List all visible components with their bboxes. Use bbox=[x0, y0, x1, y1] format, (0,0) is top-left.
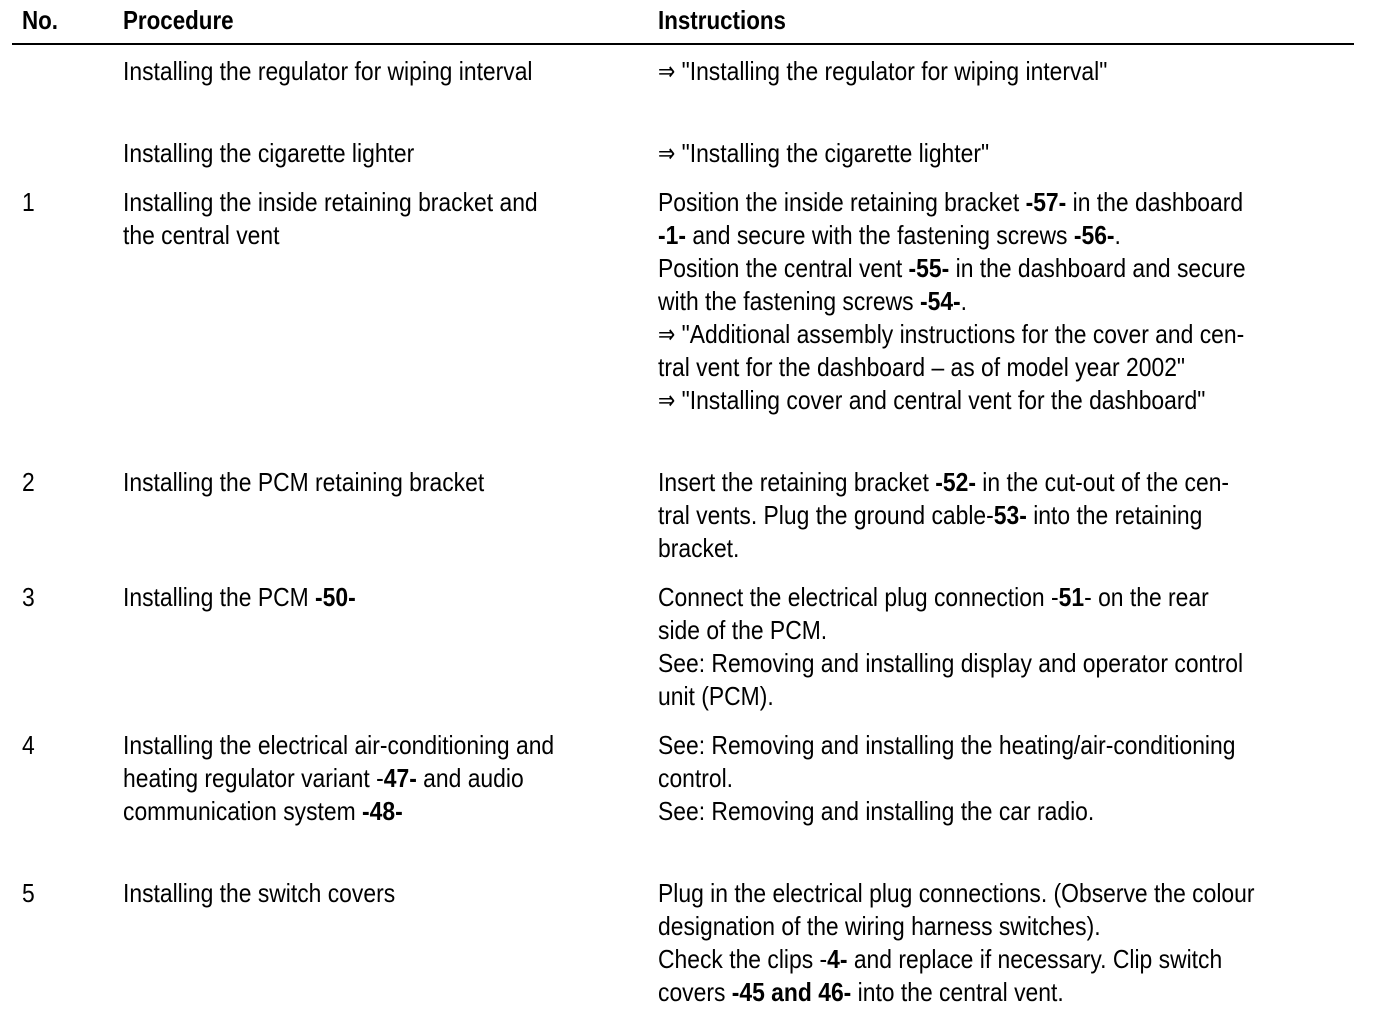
text-line: Installing the electrical air-conditioning and bbox=[123, 730, 555, 760]
procedure-cell bbox=[123, 55, 625, 88]
instructions-cell bbox=[658, 466, 1344, 565]
instructions-cell bbox=[658, 877, 1344, 1009]
text-line: -1- and secure with the fastening screws -56-. bbox=[658, 220, 1121, 250]
text-line: ⇒ "Installing cover and central vent for the dashboard" bbox=[658, 385, 1206, 415]
text-line: tral vent for the dashboard – as of model year 2002" bbox=[658, 352, 1186, 382]
header-divider bbox=[12, 43, 1354, 45]
step-number: 3 bbox=[22, 582, 35, 612]
text-line: control. bbox=[658, 763, 734, 793]
procedure-cell bbox=[123, 581, 625, 614]
instructions-cell bbox=[658, 581, 1344, 713]
text-line: side of the PCM. bbox=[658, 615, 828, 645]
text-line: unit (PCM). bbox=[658, 681, 774, 711]
text-line: Check the clips -4- and replace if necessary. Clip switch bbox=[658, 944, 1223, 974]
text-line: tral vents. Plug the ground cable-53- into the retaining bbox=[658, 500, 1203, 530]
text-line: See: Removing and installing the car radio. bbox=[658, 796, 1095, 826]
step-number: 4 bbox=[22, 730, 35, 760]
text-line: Installing the cigarette lighter bbox=[123, 138, 415, 168]
procedure-cell bbox=[123, 877, 625, 910]
instructions-cell bbox=[658, 137, 1344, 170]
text-line: ⇒ "Installing the cigarette lighter" bbox=[658, 138, 990, 168]
text-line: with the fastening screws -54-. bbox=[658, 286, 968, 316]
header-procedure: Procedure bbox=[123, 5, 234, 35]
text-line: Plug in the electrical plug connections. (Observe the colour bbox=[658, 878, 1255, 908]
text-line: Connect the electrical plug connection -51- on the rear bbox=[658, 582, 1209, 612]
text-line: covers -45 and 46- into the central vent. bbox=[658, 977, 1064, 1007]
text-line: Installing the PCM -50- bbox=[123, 582, 356, 612]
text-line: Insert the retaining bracket -52- in the cut-out of the cen- bbox=[658, 467, 1230, 497]
text-line: See: Removing and installing display and operator control bbox=[658, 648, 1244, 678]
text-line: Position the inside retaining bracket -57- in the dashboard bbox=[658, 187, 1244, 217]
text-line: designation of the wiring harness switches). bbox=[658, 911, 1101, 941]
text-line: ⇒ "Additional assembly instructions for the cover and cen- bbox=[658, 319, 1245, 349]
instructions-cell bbox=[658, 186, 1344, 417]
procedure-cell bbox=[123, 186, 625, 252]
header-instructions: Instructions bbox=[658, 5, 786, 35]
step-number: 1 bbox=[22, 187, 35, 217]
text-line: Installing the regulator for wiping interval bbox=[123, 56, 533, 86]
header-no: No. bbox=[22, 5, 59, 35]
text-line: Installing the switch covers bbox=[123, 878, 396, 908]
text-line: bracket. bbox=[658, 533, 740, 563]
text-line: Installing the PCM retaining bracket bbox=[123, 467, 485, 497]
text-line: ⇒ "Installing the regulator for wiping interval" bbox=[658, 56, 1108, 86]
text-line: communication system -48- bbox=[123, 796, 403, 826]
text-line: Installing the inside retaining bracket and bbox=[123, 187, 538, 217]
procedure-cell bbox=[123, 729, 625, 828]
step-number: 5 bbox=[22, 878, 35, 908]
procedure-cell bbox=[123, 466, 625, 499]
instructions-cell bbox=[658, 729, 1344, 828]
text-line: the central vent bbox=[123, 220, 280, 250]
procedure-cell bbox=[123, 137, 625, 170]
text-line: heating regulator variant -47- and audio bbox=[123, 763, 524, 793]
text-line: Position the central vent -55- in the dashboard and secure bbox=[658, 253, 1246, 283]
instructions-cell bbox=[658, 55, 1344, 88]
table-header bbox=[0, 0, 1376, 44]
text-line: See: Removing and installing the heating/air-conditioning bbox=[658, 730, 1236, 760]
step-number: 2 bbox=[22, 467, 35, 497]
